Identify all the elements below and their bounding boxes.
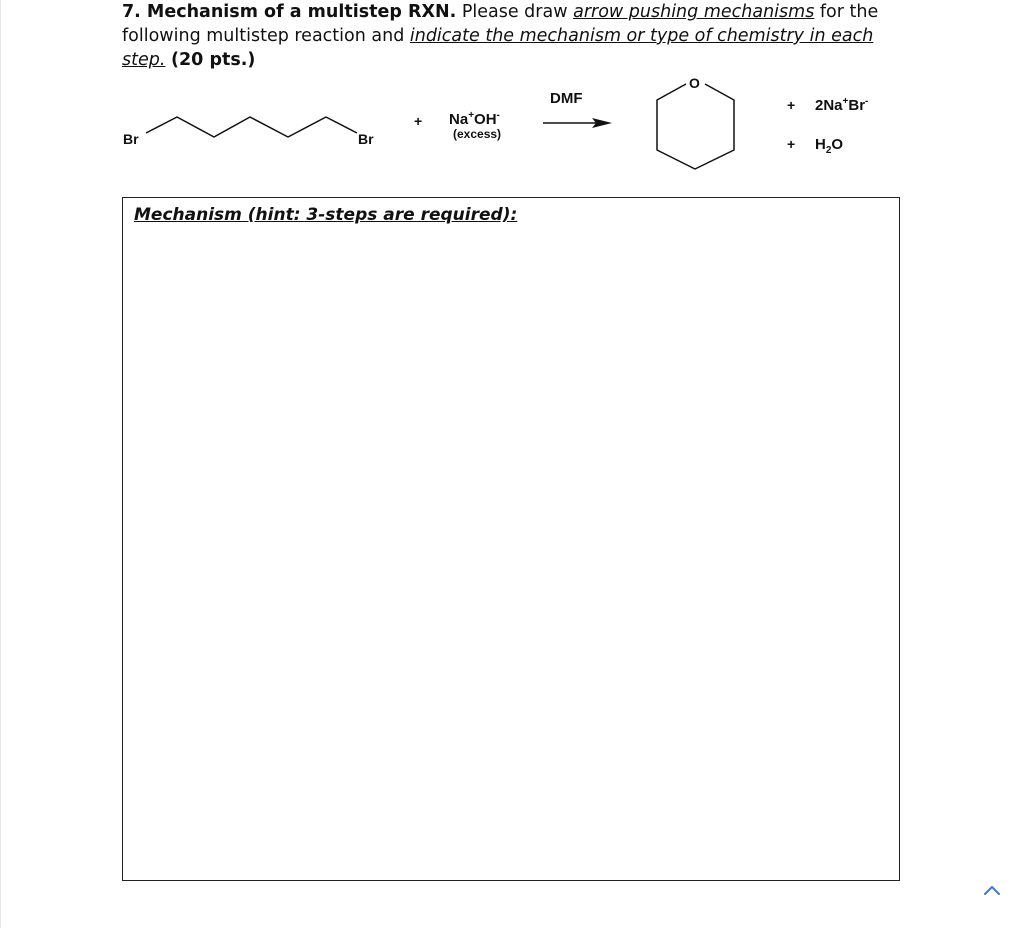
question-emphasis-arrow-pushing: arrow pushing mechanisms — [573, 2, 815, 22]
reagent-note: (excess) — [453, 127, 502, 141]
question-title: 7. Mechanism of a multistep RXN. — [122, 2, 457, 22]
question-emphasis-indicate: indicate the mechanism or type of chemistry in each step. — [122, 26, 874, 70]
chevron-up-icon — [982, 880, 1002, 900]
byproduct-nabr: 2Na+Br- — [815, 96, 869, 114]
plus-sign-reactants: + — [414, 113, 423, 129]
reaction-scheme — [0, 0, 1024, 200]
product-oxygen: O — [689, 75, 700, 91]
mechanism-answer-box[interactable] — [122, 197, 900, 881]
scroll-up-button[interactable] — [982, 880, 1002, 900]
reactant-br-right: Br — [358, 131, 374, 147]
oxane-ring — [657, 84, 734, 169]
reactant-br-left: Br — [123, 131, 139, 147]
question-text-1: Please draw — [456, 2, 574, 22]
solvent-label: DMF — [550, 90, 583, 107]
question-text-2: for the following multistep reaction and — [122, 2, 879, 46]
question-points: (20 pts.) — [171, 50, 256, 70]
plus-sign-byproduct-1: + — [787, 97, 796, 113]
reagent-naoh: Na+OH- — [449, 110, 500, 128]
mechanism-box-title: Mechanism (hint: 3-steps are required): — [134, 205, 518, 225]
plus-sign-byproduct-2: + — [787, 136, 796, 152]
byproduct-water: $H_2O$ — [815, 136, 844, 156]
dibromide-chain — [146, 117, 357, 137]
